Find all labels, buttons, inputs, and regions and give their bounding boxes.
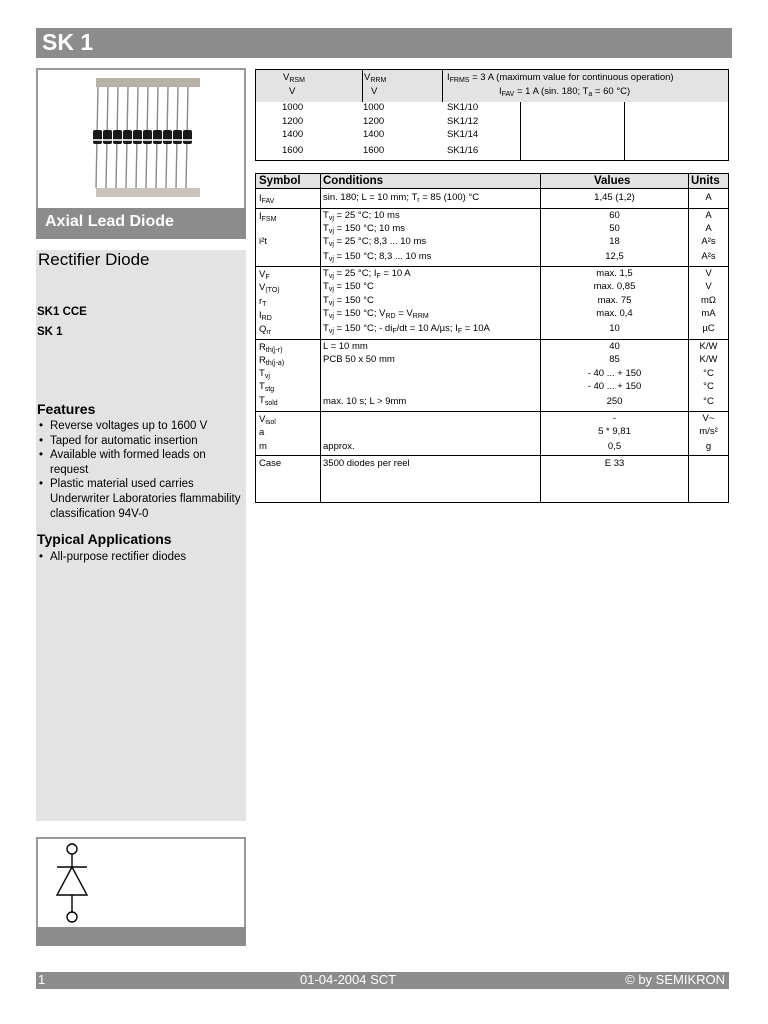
- unit-cell: A: [705, 223, 712, 234]
- applications-heading: Typical Applications: [37, 531, 172, 547]
- value-cell: - 40 ... + 150: [587, 381, 642, 392]
- symbol-cell: $V_{isol}$: [259, 414, 276, 426]
- value-cell: 18: [609, 236, 620, 247]
- symbol-cell: $R_{th(j-r)}$: [259, 342, 283, 354]
- value-cell: 10: [609, 323, 620, 334]
- value-cell: - 40 ... + 150: [587, 368, 642, 379]
- symbol-cell: Case: [259, 458, 282, 469]
- symbol-box-footer: [36, 927, 246, 946]
- copyright: © by SEMIKRON: [625, 972, 725, 987]
- symbol-cell: $r_T$: [259, 296, 267, 308]
- value-cell: max. 75: [597, 295, 632, 306]
- value-cell: max. 0,85: [593, 281, 636, 292]
- type-designation: SK 1: [37, 326, 63, 338]
- table-cell: SK1/14: [447, 129, 479, 140]
- page-footer: [36, 972, 729, 989]
- features-list: [37, 419, 242, 521]
- type-designation: SK1 CCE: [37, 306, 87, 318]
- list-item: • Plastic material used carries Underwriter Laboratories flammability classification 94V-0: [39, 478, 241, 520]
- title-bar: [36, 28, 732, 58]
- value-cell: E 33: [604, 458, 625, 469]
- table-cell: 1400: [282, 129, 304, 140]
- condition-cell: $T_{vj} = 150$ °C: [323, 295, 374, 307]
- symbol-cell: $T_{vj}$: [259, 368, 270, 380]
- condition-cell: $T_{vj} = 150$ °C; 10 ms: [323, 223, 405, 235]
- unit-cell: V: [705, 268, 712, 279]
- table-cell: 1600: [363, 145, 385, 156]
- page-title: SK 1: [42, 29, 94, 55]
- value-cell: 85: [609, 354, 620, 365]
- value-cell: 40: [609, 341, 620, 352]
- diode-symbol-icon: [38, 839, 244, 927]
- symbol-cell: $V_{(TO)}$: [259, 282, 280, 294]
- info-panel: [36, 250, 246, 821]
- unit-cell: g: [705, 441, 712, 452]
- symbol-cell: $I_{FAV}$: [259, 193, 275, 205]
- symbol-cell: $I_{FSM}$: [259, 211, 277, 223]
- product-photo: [36, 68, 246, 208]
- list-item: • Reverse voltages up to 1600 V: [39, 420, 208, 432]
- symbol-cell: $Q_{rr}$: [259, 324, 272, 336]
- condition-cell: $T_{vj} = 150$ °C; 8,3 ... 10 ms: [323, 251, 432, 263]
- condition-cell: max. 10 s; L > 9mm: [323, 396, 407, 407]
- condition-cell: approx.: [323, 441, 355, 452]
- features-heading: Features: [37, 401, 96, 417]
- unit-cell: K/W: [699, 354, 718, 365]
- ifrms-note: $I_{FRMS} = 3$ A (maximum value for continuous operation): [447, 72, 674, 84]
- unit-cell: A²s: [701, 251, 716, 262]
- condition-cell: $T_{vj} = 150$ °C: [323, 281, 374, 293]
- symbol-cell: m: [259, 441, 267, 452]
- table-cell: SK1/12: [447, 116, 479, 127]
- vrsm-unit: V: [289, 86, 296, 97]
- unit-cell: µC: [702, 323, 715, 334]
- unit-cell: mΩ: [700, 295, 716, 306]
- value-cell: 5 * 9,81: [598, 426, 631, 437]
- table-cell: 1200: [282, 116, 304, 127]
- product-title: Rectifier Diode: [38, 250, 150, 269]
- value-cell: 250: [606, 396, 623, 407]
- unit-cell: °C: [703, 381, 714, 392]
- col-header-values: Values: [594, 175, 631, 187]
- ifav-note: $I_{FAV} = 1$ A (sin. 180; $T_a = 60$ °C): [499, 86, 631, 98]
- unit-cell: A: [705, 210, 712, 221]
- condition-cell: $T_{vj} = 25$ °C; $I_F = 10$ A: [323, 268, 411, 280]
- condition-cell: 3500 diodes per reel: [323, 458, 410, 469]
- unit-cell: K/W: [699, 341, 718, 352]
- table-cell: SK1/16: [447, 145, 479, 156]
- value-cell: -: [612, 413, 617, 424]
- vrrm-unit: V: [371, 86, 378, 97]
- unit-cell: A²s: [701, 236, 716, 247]
- applications-list: [37, 550, 242, 565]
- unit-cell: V: [705, 281, 712, 292]
- value-cell: 1,45 (1,2): [594, 192, 635, 203]
- symbol-cell: i²t: [259, 236, 267, 247]
- col-header-symbol: Symbol: [259, 175, 301, 187]
- unit-cell: °C: [703, 368, 714, 379]
- table-cell: 1400: [363, 129, 385, 140]
- col-header-conditions: Conditions: [323, 175, 384, 187]
- taped-diodes-image: [38, 70, 244, 208]
- diode-symbol-box: [36, 837, 246, 927]
- value-cell: max. 0,4: [596, 308, 633, 319]
- condition-cell: $T_{vj} = 150$ °C; - $di_F/dt = 10$ A/µs; $I_F = 10A$: [323, 323, 490, 335]
- unit-cell: mA: [701, 308, 716, 319]
- table-cell: 1600: [282, 145, 304, 156]
- value-cell: max. 1,5: [596, 268, 633, 279]
- page-number: 1: [38, 972, 46, 987]
- characteristics-table: [255, 173, 729, 503]
- table-cell: SK1/10: [447, 102, 479, 113]
- vrsm-header: $V_{RSM}$: [283, 72, 305, 84]
- voltage-type-table: [255, 69, 729, 161]
- photo-caption-bar: [36, 208, 246, 239]
- value-cell: 60: [609, 210, 620, 221]
- unit-cell: m/s²: [699, 426, 718, 437]
- condition-cell: PCB 50 x 50 mm: [323, 354, 395, 365]
- symbol-cell: $I_{RD}$: [259, 310, 272, 322]
- unit-cell: °C: [703, 396, 714, 407]
- condition-cell: $T_{vj} = 25$ °C; 10 ms: [323, 210, 400, 222]
- condition-cell: L = 10 mm: [323, 341, 368, 352]
- table-cell: 1200: [363, 116, 385, 127]
- condition-cell: $T_{vj} = 25$ °C; 8,3 ... 10 ms: [323, 236, 427, 248]
- unit-cell: A: [705, 192, 712, 203]
- revision-date: 01-04-2004 SCT: [300, 972, 397, 987]
- table-cell: 1000: [282, 102, 304, 113]
- value-cell: 12,5: [605, 251, 624, 262]
- symbol-cell: $T_{stg}$: [259, 381, 275, 393]
- condition-cell: sin. 180; L = 10 mm; $T_r = 85$ (100) °C: [323, 192, 480, 204]
- symbol-cell: $R_{th(j-a)}$: [259, 355, 285, 367]
- vrrm-header: $V_{RRM}$: [364, 72, 387, 84]
- table-cell: 1000: [363, 102, 385, 113]
- value-cell: 0,5: [607, 441, 622, 452]
- symbol-cell: $V_F$: [259, 269, 270, 281]
- list-item: • All-purpose rectifier diodes: [39, 551, 187, 563]
- list-item: • Available with formed leads on request: [39, 449, 206, 476]
- col-header-units: Units: [691, 175, 720, 187]
- value-cell: 50: [609, 223, 620, 234]
- condition-cell: $T_{vj} = 150$ °C; $V_{RD} = V_{RRM}$: [323, 308, 429, 320]
- list-item: • Taped for automatic insertion: [39, 434, 198, 447]
- unit-cell: V~: [702, 413, 715, 424]
- package-type: Axial Lead Diode: [45, 213, 174, 230]
- symbol-cell: a: [259, 427, 265, 438]
- symbol-cell: $T_{sold}$: [259, 395, 278, 407]
